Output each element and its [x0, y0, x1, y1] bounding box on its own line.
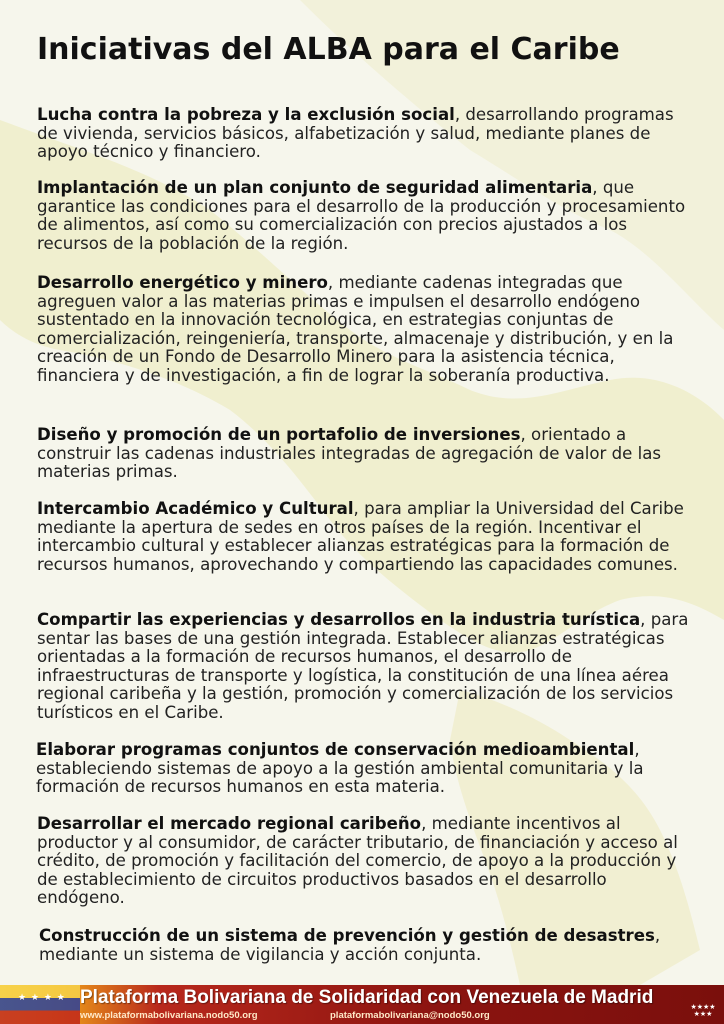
initiative-heading: Elaborar programas conjuntos de conservación medioambiental	[36, 740, 635, 759]
initiative-text: , desarrollando programas de vivienda, servicios básicos, alfabetización y salud, mediante planes de apoyo técnico y financiero.	[37, 105, 674, 162]
initiative-heading: Construcción de un sistema de prevención y gestión de desastres	[39, 926, 655, 945]
initiative-paragraph-3	[37, 274, 697, 386]
initiative-heading: Lucha contra la pobreza y la exclusión social	[37, 105, 455, 124]
initiative-heading: Desarrollar el mercado regional caribeño	[37, 814, 422, 833]
initiative-text: , orientado a construir las cadenas industriales integradas de agregación de valor de las materias primas.	[37, 425, 662, 482]
footer-banner	[0, 985, 724, 1024]
eu-stars-icon: ★★★★ ★★★	[690, 1003, 716, 1018]
initiative-text: , para sentar las bases de una gestión integrada. Establecer alianzas estratégicas orientadas a la formación de recursos humanos, el desarrollo de infraestructuras de transporte y logística, la constitución de una línea aérea regional caribeña y la gestión, promoción y comercialización de los servicios turísticos en el Caribe.	[37, 610, 689, 722]
initiative-heading: Implantación de un plan conjunto de seguridad alimentaria	[37, 178, 593, 197]
email-link[interactable]: plataformabolivariana@nodo50.org	[330, 1010, 490, 1021]
initiative-paragraph-1	[37, 106, 697, 162]
initiative-text: , mediante cadenas integradas que agreguen valor a las materias primas e impulsen el desarrollo endógeno sustentado en la innovación tecnológica, en estrategias conjuntas de comercialización, reingeniería, transporte, almacenaje y distribución, y en la creación de un Fondo de Desarrollo Minero para la asistencia técnica, financiera y de investigación, a fin de lograr la soberanía productiva.	[37, 273, 674, 385]
initiative-heading: Diseño y promoción de un portafolio de inversiones	[37, 425, 521, 444]
initiative-heading: Compartir las experiencias y desarrollos en la industria turística	[37, 610, 641, 629]
initiative-paragraph-8	[37, 815, 697, 908]
initiative-paragraph-5	[37, 500, 697, 574]
organization-name: Plataforma Bolivariana de Solidaridad con Venezuela de Madrid	[80, 987, 654, 1008]
venezuela-flag-icon	[0, 985, 80, 1024]
initiative-text: , que garantice las condiciones para el desarrollo de la producción y procesamiento de alimentos, así como su comercialización con precios ajustados a los recursos de la población de la región.	[37, 178, 686, 253]
initiative-heading: Intercambio Académico y Cultural	[37, 499, 354, 518]
page-title: Iniciativas del ALBA para el Caribe	[37, 32, 620, 67]
initiative-text: , para ampliar la Universidad del Caribe mediante la apertura de sedes en otros países de la región. Incentivar el intercambio cultural y establecer alianzas estratégicas para la formación de recursos humanos, aprovechando y compartiendo las capacidades comunes.	[37, 499, 684, 574]
initiative-paragraph-9	[39, 927, 699, 964]
initiative-heading: Desarrollo energético y minero	[37, 273, 328, 292]
initiative-text: , estableciendo sistemas de apoyo a la gestión ambiental comunitaria y la formación de recursos humanos en esta materia.	[36, 740, 644, 797]
initiative-paragraph-6	[37, 611, 697, 723]
website-link[interactable]: www.plataformabolivariana.nodo50.org	[80, 1010, 258, 1021]
initiative-text: , mediante un sistema de vigilancia y acción conjunta.	[39, 926, 661, 964]
initiative-text: , mediante incentivos al productor y al consumidor, de carácter tributario, de financiación y acceso al crédito, de promoción y facilitación del comercio, de apoyo a la producción y de establecimiento de circuitos productivos basados en el desarrollo endógeno.	[37, 814, 678, 908]
initiative-paragraph-2	[37, 179, 697, 253]
initiative-paragraph-4	[37, 426, 697, 482]
stars-arc-icon: ★ ★ ★ ★	[18, 993, 66, 1003]
initiative-paragraph-7	[36, 741, 696, 797]
